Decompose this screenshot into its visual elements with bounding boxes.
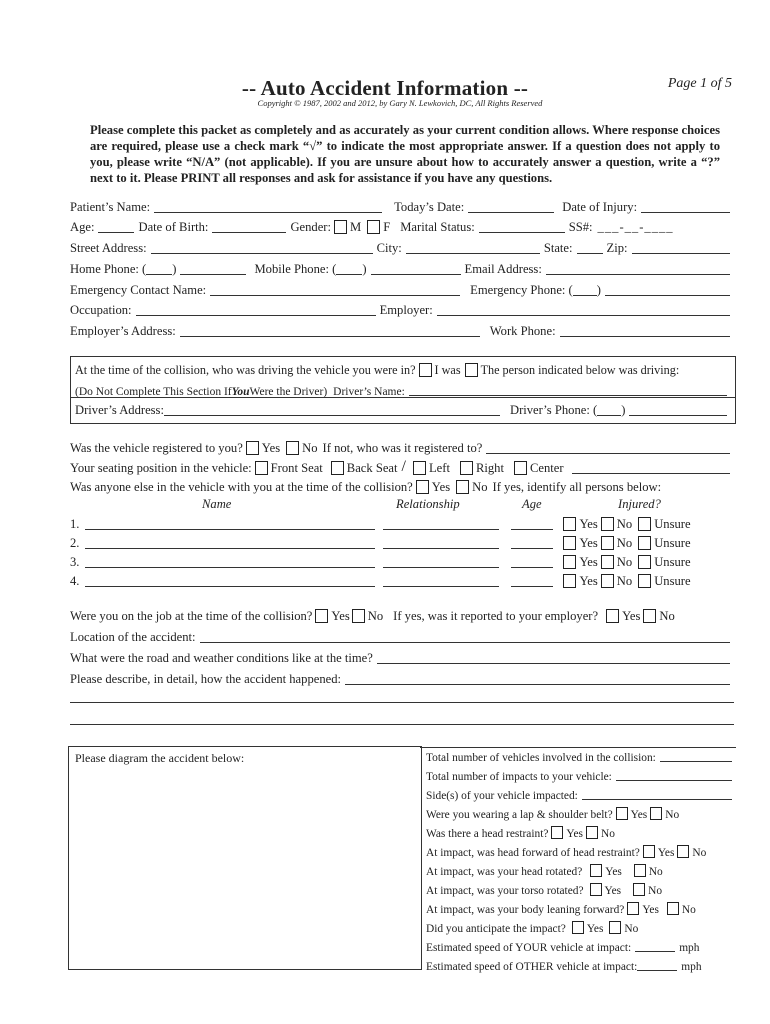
driver-question-label: At the time of the collision, who was driving the vehicle you were in? <box>75 363 416 377</box>
row-torso <box>426 881 736 897</box>
marital-status-label: Marital Status: <box>400 220 475 234</box>
state-label: State: <box>543 241 573 255</box>
driver-address-field[interactable] <box>164 403 500 416</box>
belt-yes-checkbox[interactable] <box>616 807 628 820</box>
registered-to-label: If not, who was it registered to? <box>322 441 483 455</box>
row-driver-question <box>75 360 731 378</box>
person-row-number: 3. <box>70 555 80 569</box>
row-driver-address: Driver’s Address: Driver’s Phone: ( ) <box>75 400 731 418</box>
belt-label: Were you wearing a lap & shoulder belt? <box>426 809 613 821</box>
belt-no-label: No <box>665 809 680 821</box>
page-number: Page 1 of 5 <box>667 76 732 91</box>
restraint-no-label: No <box>601 828 615 840</box>
seat-other-field[interactable] <box>572 461 730 474</box>
person-row <box>70 514 734 532</box>
driver-address-label: Driver’s Address: <box>75 403 164 417</box>
describe-label: Please describe, in detail, how the accident happened: <box>70 672 342 686</box>
driver-note-prefix: (Do Not Complete This Section If <box>75 386 232 398</box>
emergency-contact-field[interactable] <box>210 283 460 296</box>
copyright-notice: Copyright © 1987, 2002 and 2012, by Gary N. Lewkovich, DC, All Rights Reserved <box>257 98 543 108</box>
torso-yes-label: Yes <box>604 885 622 897</box>
identify-persons-label: If yes, identify all persons below: <box>492 480 662 494</box>
row-rotated <box>426 862 736 878</box>
home-phone-area-field[interactable] <box>146 262 172 275</box>
person-row-number: 4. <box>70 574 80 588</box>
speed-other-label: Estimated speed of OTHER vehicle at impact: <box>426 961 638 973</box>
total-vehicles-label: Total number of vehicles involved in the collision: <box>426 752 656 764</box>
row-speed-yours <box>426 938 736 954</box>
person-relationship-field[interactable] <box>383 555 499 568</box>
todays-date-field[interactable] <box>468 200 554 213</box>
occupation-field[interactable] <box>136 303 376 316</box>
torso-no-label: No <box>648 885 663 897</box>
seat-right-label: Right <box>475 461 504 475</box>
rotated-no-checkbox[interactable] <box>634 864 646 877</box>
date-of-injury-label: Date of Injury: <box>562 200 638 214</box>
row-belt <box>426 805 736 821</box>
diagram-box[interactable] <box>68 746 422 970</box>
anticipate-no-checkbox[interactable] <box>609 921 621 934</box>
col-age-header: Age <box>522 497 542 511</box>
city-field[interactable] <box>406 241 540 254</box>
seating-label: Your seating position in the vehicle: <box>70 461 252 475</box>
person-injured-no-label: No <box>616 536 633 550</box>
reported-no-label: No <box>659 609 675 623</box>
forward-no-label: No <box>692 847 707 859</box>
col-relationship-header: Relationship <box>396 497 460 511</box>
front-seat-label: Front Seat <box>270 461 323 475</box>
conditions-field[interactable] <box>377 651 730 664</box>
person-injured-unsure-checkbox[interactable] <box>638 555 651 569</box>
row-on-job <box>70 606 734 624</box>
speed-yours-label: Estimated speed of YOUR vehicle at impact: <box>426 942 632 954</box>
anticipate-no-label: No <box>624 923 639 935</box>
registered-yes-checkbox[interactable] <box>246 441 259 455</box>
row-sides <box>426 786 736 802</box>
person-injured-unsure-label: Unsure <box>654 536 691 550</box>
belt-no-checkbox[interactable] <box>650 807 662 820</box>
reported-no-checkbox[interactable] <box>643 609 656 623</box>
zip-label: Zip: <box>606 241 628 255</box>
reported-yes-checkbox[interactable] <box>606 609 619 623</box>
person-name-field[interactable] <box>85 536 375 549</box>
row-driver-name <box>75 380 731 398</box>
row-phones: Home Phone: ( ) Mobile Phone: ( ) Email Address: <box>70 259 734 277</box>
registered-label: Was the vehicle registered to you? <box>70 441 243 455</box>
forward-label: At impact, was head forward of head restraint? <box>426 847 640 859</box>
anyone-no-label: No <box>472 480 488 494</box>
col-name-header: Name <box>202 497 232 511</box>
emergency-contact-label: Emergency Contact Name: <box>70 283 207 297</box>
speed-yours-unit: mph <box>679 942 700 954</box>
leaning-label: At impact, was your body leaning forward? <box>426 904 625 916</box>
person-relationship-field[interactable] <box>383 517 499 530</box>
driver-phone-field[interactable] <box>629 403 727 416</box>
marital-status-field[interactable] <box>479 220 565 233</box>
email-field[interactable] <box>546 262 730 275</box>
other-driver-checkbox[interactable] <box>465 363 478 377</box>
registered-no-checkbox[interactable] <box>286 441 299 455</box>
total-impacts-field[interactable] <box>616 768 732 781</box>
belt-yes-label: Yes <box>630 809 648 821</box>
row-address <box>70 238 734 256</box>
age-field[interactable] <box>98 220 134 233</box>
person-injured-no-label: No <box>616 517 633 531</box>
seat-center-checkbox[interactable] <box>514 461 527 475</box>
torso-yes-checkbox[interactable] <box>590 883 602 896</box>
describe-line-2[interactable] <box>70 702 734 703</box>
person-injured-yes-checkbox[interactable] <box>563 574 576 588</box>
location-field[interactable] <box>200 630 730 643</box>
gender-f-label: F <box>383 220 391 234</box>
person-relationship-field[interactable] <box>383 574 499 587</box>
person-age-field[interactable] <box>511 517 553 530</box>
todays-date-label: Today’s Date: <box>394 200 465 214</box>
emergency-phone-area-field[interactable] <box>573 283 597 296</box>
person-age-field[interactable] <box>511 555 553 568</box>
emergency-phone-label: Emergency Phone: ( <box>470 283 573 297</box>
seat-center-label: Center <box>529 461 564 475</box>
person-name-field[interactable] <box>85 555 375 568</box>
diagram-label: Please diagram the accident below: <box>75 751 245 765</box>
anticipate-yes-checkbox[interactable] <box>572 921 584 934</box>
gender-m-label: M <box>350 220 362 234</box>
row-seating <box>70 458 734 476</box>
emergency-phone-field[interactable] <box>605 283 730 296</box>
rotated-label: At impact, was your head rotated? <box>426 866 583 878</box>
street-label: Street Address: <box>70 241 147 255</box>
state-field[interactable] <box>577 241 603 254</box>
back-seat-checkbox[interactable] <box>331 461 344 475</box>
on-job-no-label: No <box>367 609 384 623</box>
torso-label: At impact, was your torso rotated? <box>426 885 584 897</box>
anyone-yes-label: Yes <box>431 480 451 494</box>
row-occupation <box>70 300 734 318</box>
reported-yes-label: Yes <box>622 609 641 623</box>
person-injured-yes-checkbox[interactable] <box>563 536 576 550</box>
dob-field[interactable] <box>212 220 286 233</box>
mobile-phone-label: Mobile Phone: ( <box>254 262 337 276</box>
person-name-field[interactable] <box>85 517 375 530</box>
person-name-field[interactable] <box>85 574 375 587</box>
ss-field[interactable]: ___-__-____ <box>597 220 674 234</box>
gender-m-checkbox[interactable] <box>334 220 347 234</box>
person-injured-no-label: No <box>616 574 633 588</box>
on-job-yes-checkbox[interactable] <box>315 609 328 623</box>
date-of-injury-field[interactable] <box>641 200 730 213</box>
person-injured-no-checkbox[interactable] <box>601 555 614 569</box>
anticipate-label: Did you anticipate the impact? <box>426 923 566 935</box>
restraint-yes-label: Yes <box>566 828 583 840</box>
location-label: Location of the accident: <box>70 630 196 644</box>
occupation-label: Occupation: <box>70 303 132 317</box>
back-seat-label: Back Seat <box>346 461 398 475</box>
person-injured-unsure-label: Unsure <box>654 574 691 588</box>
forward-yes-label: Yes <box>657 847 675 859</box>
person-row <box>70 552 734 570</box>
leaning-yes-checkbox[interactable] <box>627 902 639 915</box>
patient-name-label: Patient’s Name: <box>70 200 151 214</box>
other-driver-label: The person indicated below was driving: <box>480 363 680 377</box>
person-row <box>70 571 734 589</box>
driver-phone-area-field[interactable] <box>597 403 621 416</box>
row-describe <box>70 669 734 687</box>
person-relationship-field[interactable] <box>383 536 499 549</box>
total-vehicles-field[interactable] <box>660 749 732 762</box>
person-injured-yes-label: Yes <box>579 517 598 531</box>
row-location <box>70 627 734 645</box>
forward-yes-checkbox[interactable] <box>643 845 655 858</box>
driver-note-you: You <box>231 386 250 398</box>
dob-label: Date of Birth: <box>138 220 209 234</box>
person-injured-no-label: No <box>616 555 633 569</box>
leaning-no-checkbox[interactable] <box>667 902 679 915</box>
rotated-yes-label: Yes <box>605 866 622 878</box>
row-restraint <box>426 824 736 840</box>
speed-other-field[interactable] <box>637 958 677 971</box>
person-injured-no-checkbox[interactable] <box>601 517 614 531</box>
person-injured-unsure-label: Unsure <box>654 555 691 569</box>
anticipate-yes-label: Yes <box>586 923 604 935</box>
row-registered <box>70 438 734 456</box>
on-job-label: Were you on the job at the time of the collision? <box>70 609 313 623</box>
person-injured-yes-label: Yes <box>579 574 598 588</box>
person-injured-yes-label: Yes <box>579 536 598 550</box>
employer-address-label: Employer’s Address: <box>70 324 176 338</box>
street-field[interactable] <box>151 241 373 254</box>
driver-name-field[interactable] <box>409 383 727 396</box>
driver-note-suffix: Were the Driver) <box>249 386 328 398</box>
row-anticipate <box>426 919 736 935</box>
col-injured-header: Injured? <box>618 497 661 511</box>
i-was-label: I was <box>434 363 461 377</box>
row-conditions <box>70 648 734 666</box>
rotated-yes-checkbox[interactable] <box>590 864 602 877</box>
row-total-vehicles <box>426 748 736 764</box>
person-injured-yes-checkbox[interactable] <box>563 555 576 569</box>
age-label: Age: <box>70 220 95 234</box>
restraint-label: Was there a head restraint? <box>426 828 549 840</box>
person-row-number: 2. <box>70 536 80 550</box>
patient-name-field[interactable] <box>154 200 382 213</box>
seat-slash: / <box>401 458 406 475</box>
reported-label: If yes, was it reported to your employer? <box>393 609 599 623</box>
mobile-phone-area-field[interactable] <box>336 262 362 275</box>
home-phone-field[interactable] <box>180 262 246 275</box>
sides-field[interactable] <box>582 787 732 800</box>
person-injured-no-checkbox[interactable] <box>601 536 614 550</box>
email-label: Email Address: <box>464 262 542 276</box>
gender-label: Gender: <box>290 220 331 234</box>
speed-other-unit: mph <box>681 961 702 973</box>
leaning-no-label: No <box>681 904 696 916</box>
employer-field[interactable] <box>437 303 730 316</box>
registered-yes-label: Yes <box>261 441 281 455</box>
describe-field[interactable] <box>345 672 730 685</box>
row-employer-address <box>70 321 734 339</box>
person-row <box>70 533 734 551</box>
person-age-field[interactable] <box>511 574 553 587</box>
driver-name-label: Driver’s Name: <box>333 386 405 398</box>
employer-address-field[interactable] <box>180 324 480 337</box>
seat-left-checkbox[interactable] <box>413 461 426 475</box>
person-injured-unsure-checkbox[interactable] <box>638 574 651 588</box>
form-title: -- Auto Accident Information -- <box>241 76 529 100</box>
seat-right-checkbox[interactable] <box>460 461 473 475</box>
total-impacts-label: Total number of impacts to your vehicle: <box>426 771 612 783</box>
anyone-else-label: Was anyone else in the vehicle with you at the time of the collision? <box>70 480 413 494</box>
person-injured-yes-checkbox[interactable] <box>563 517 576 531</box>
row-patient-name <box>70 197 734 215</box>
front-seat-checkbox[interactable] <box>255 461 268 475</box>
driver-phone-label: Driver’s Phone: ( <box>509 403 598 417</box>
restraint-no-checkbox[interactable] <box>586 826 598 839</box>
torso-no-checkbox[interactable] <box>633 883 645 896</box>
rotated-no-label: No <box>648 866 663 878</box>
ss-label: SS#: <box>568 220 593 234</box>
row-anyone <box>70 477 734 495</box>
seat-left-label: Left <box>428 461 450 475</box>
row-age-dob <box>70 217 734 235</box>
home-phone-label: Home Phone: ( <box>70 262 147 276</box>
speed-yours-field[interactable] <box>635 939 675 952</box>
on-job-yes-label: Yes <box>331 609 350 623</box>
describe-line-3[interactable] <box>70 724 734 725</box>
row-emergency: Emergency Contact Name: Emergency Phone: ( ) <box>70 280 734 298</box>
conditions-label: What were the road and weather conditions like at the time? <box>70 651 373 665</box>
sides-label: Side(s) of your vehicle impacted: <box>426 790 578 802</box>
work-phone-label: Work Phone: <box>489 324 556 338</box>
on-job-no-checkbox[interactable] <box>352 609 365 623</box>
person-injured-unsure-label: Unsure <box>654 517 691 531</box>
mobile-phone-field[interactable] <box>371 262 461 275</box>
forward-no-checkbox[interactable] <box>677 845 689 858</box>
person-row-number: 1. <box>70 517 80 531</box>
row-speed-other <box>426 957 736 973</box>
person-injured-unsure-checkbox[interactable] <box>638 536 651 550</box>
work-phone-field[interactable] <box>560 324 730 337</box>
instructions-paragraph: Please complete this packet as completely and as accurately as your current condition allows. Where response choices are required, please use a check mark “√” to indicate the most appropriate answer. If a question does not apply to you, please write “N/A” (not applicable). If you are unsure about how to accurately answer a question, write a “?” next to it. Please PRINT all responses and ask for assistance if you have any questions. <box>90 123 720 185</box>
person-injured-no-checkbox[interactable] <box>601 574 614 588</box>
registered-no-label: No <box>302 441 318 455</box>
person-age-field[interactable] <box>511 536 553 549</box>
leaning-yes-label: Yes <box>642 904 659 916</box>
employer-label: Employer: <box>379 303 433 317</box>
zip-field[interactable] <box>632 241 731 254</box>
person-injured-unsure-checkbox[interactable] <box>638 517 651 531</box>
row-leaning <box>426 900 736 916</box>
restraint-yes-checkbox[interactable] <box>551 826 563 839</box>
registered-to-field[interactable] <box>486 441 730 454</box>
anyone-no-checkbox[interactable] <box>456 480 469 494</box>
row-forward <box>426 843 736 859</box>
person-injured-yes-label: Yes <box>579 555 598 569</box>
gender-f-checkbox[interactable] <box>367 220 380 234</box>
i-was-driving-checkbox[interactable] <box>419 363 432 377</box>
anyone-yes-checkbox[interactable] <box>416 480 429 494</box>
city-label: City: <box>376 241 402 255</box>
row-total-impacts <box>426 767 736 783</box>
